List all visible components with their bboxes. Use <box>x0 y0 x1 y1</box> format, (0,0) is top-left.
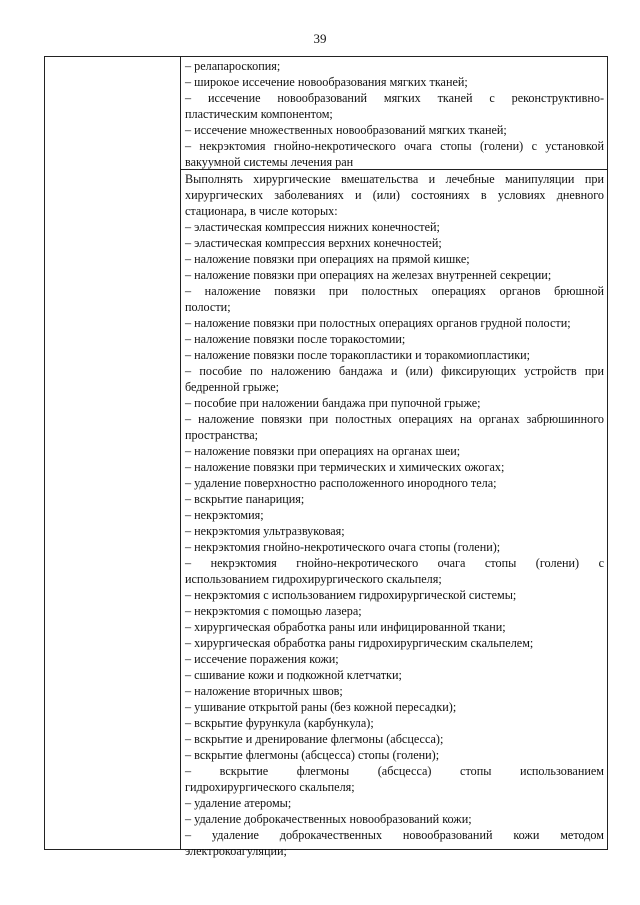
text-line: – наложение повязки при полостных операциях на органах забрюшинного <box>185 412 604 426</box>
text-line: – ушивание открытой раны (без кожной пересадки); <box>185 700 457 714</box>
text-line: – вскрытие флегмоны (абсцесса) стопы (голени); <box>185 748 440 762</box>
text-line: – некрэктомия с помощью лазера; <box>185 604 362 618</box>
table-cell-procedures-list <box>181 57 607 170</box>
text-line: – вскрытие флегмоны (абсцесса) стопы использованием <box>185 764 604 778</box>
text-line: – хирургическая обработка раны гидрохирургическим скальпелем; <box>185 636 534 650</box>
text-line: Выполнять хирургические вмешательства и лечебные манипуляции при <box>185 172 604 186</box>
text-line: хирургических заболеваниях и (или) состояниях в условиях дневного <box>185 188 604 202</box>
text-line: – удаление доброкачественных новообразований кожи; <box>185 812 472 826</box>
text-line: – широкое иссечение новообразования мягких тканей; <box>185 75 468 89</box>
table-cell-day-hospital-procedures <box>181 170 607 859</box>
text-line: – релапароскопия; <box>185 59 281 73</box>
text-line: – вскрытие фурункула (карбункула); <box>185 716 374 730</box>
text-line: – сшивание кожи и подкожной клетчатки; <box>185 668 402 682</box>
text-line: электрокоагуляции; <box>185 844 287 858</box>
text-line: – удаление атеромы; <box>185 796 292 810</box>
text-line: – наложение повязки при полостных операциях органов грудной полости; <box>185 316 571 330</box>
text-line: – наложение повязки после торакостомии; <box>185 332 406 346</box>
text-line: – эластическая компрессия верхних конечностей; <box>185 236 442 250</box>
text-line: – удаление доброкачественных новообразований кожи методом <box>185 828 604 842</box>
text-line: – некрэктомия; <box>185 508 264 522</box>
text-line: – иссечение множественных новообразований мягких тканей; <box>185 123 507 137</box>
text-line: – некрэктомия с использованием гидрохирургической системы; <box>185 588 517 602</box>
text-line: – вскрытие панариция; <box>185 492 305 506</box>
text-line: пластическим компонентом; <box>185 107 333 121</box>
text-line: пространства; <box>185 428 259 442</box>
text-line: использованием гидрохирургического скальпеля; <box>185 572 442 586</box>
text-line: – наложение вторичных швов; <box>185 684 343 698</box>
text-line: – наложение повязки при операциях на органах шеи; <box>185 444 461 458</box>
text-line: – наложение повязки при полостных операциях органов брюшной <box>185 284 604 298</box>
text-line: – хирургическая обработка раны или инфицированной ткани; <box>185 620 506 634</box>
text-line: – наложение повязки при операциях на железах внутренней секреции; <box>185 268 552 282</box>
text-line: – пособие при наложении бандажа при пупочной грыже; <box>185 396 481 410</box>
text-line: – некрэктомия гнойно-некротического очага стопы (голени) с <box>185 556 604 570</box>
text-line: – пособие по наложению бандажа и (или) фиксирующих устройств при <box>185 364 604 378</box>
text-line: – некрэктомия гнойно-некротического очага стопы (голени) с установкой <box>185 139 604 153</box>
text-line: стационара, в числе которых: <box>185 204 338 218</box>
text-line: – некрэктомия гнойно-некротического очага стопы (голени); <box>185 540 501 554</box>
text-line: бедренной грыже; <box>185 380 280 394</box>
text-line: – вскрытие и дренирование флегмоны (абсцесса); <box>185 732 444 746</box>
text-line: – наложение повязки при операциях на прямой кишке; <box>185 252 470 266</box>
table-left-column <box>45 57 181 849</box>
text-line: – удаление поверхностно расположенного инородного тела; <box>185 476 497 490</box>
text-line: гидрохирургического скальпеля; <box>185 780 355 794</box>
document-table <box>44 56 608 858</box>
page-number: 39 <box>313 31 327 46</box>
text-line: – наложение повязки при термических и химических ожогах; <box>185 460 505 474</box>
text-line: – иссечение новообразований мягких тканей с реконструктивно- <box>185 91 604 105</box>
text-line: полости; <box>185 300 231 314</box>
text-line: – наложение повязки после торакопластики и торакомиопластики; <box>185 348 531 362</box>
text-line: – некрэктомия ультразвуковая; <box>185 524 345 538</box>
table-right-column <box>181 57 607 858</box>
text-line: вакуумной системы лечения ран <box>185 155 354 169</box>
text-line: – эластическая компрессия нижних конечностей; <box>185 220 440 234</box>
text-line: – иссечение поражения кожи; <box>185 652 339 666</box>
